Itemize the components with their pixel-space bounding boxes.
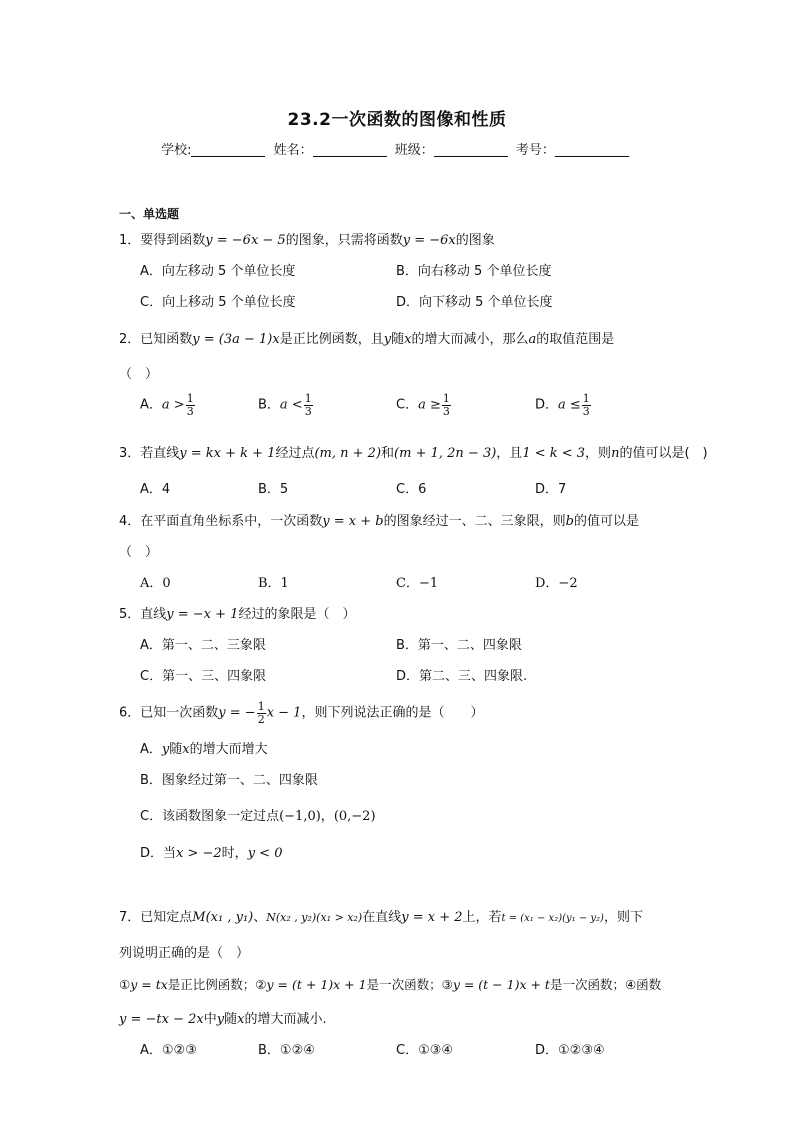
- q6-option-a-var-y: y: [161, 742, 170, 757]
- question-5-stem: [119, 603, 355, 622]
- q6-option-a[interactable]: [140, 738, 268, 757]
- q2-option-c-expr: a ≥: [418, 397, 441, 413]
- q6-option-d-cond-x: x > −2: [176, 846, 222, 861]
- q7-statement-3-text: 是一次函数；: [549, 977, 625, 992]
- q3-option-a[interactable]: A．4: [140, 482, 171, 497]
- student-info-row: [0, 139, 794, 158]
- name-blank[interactable]: [313, 142, 387, 157]
- q2-option-d-label: D．: [535, 397, 559, 413]
- q2-text-post: 的取值范围是: [536, 332, 615, 347]
- q4-option-b[interactable]: B．1: [258, 576, 289, 591]
- q7-statement-4-text-mid: 中: [203, 1012, 217, 1027]
- q7-statement-4-text: 的增大而减小.: [244, 1012, 327, 1027]
- q2-var-y: y: [383, 332, 392, 347]
- q7-statement-2-text: 是一次函数；: [366, 977, 442, 992]
- q1-formula-source: y = −6x: [402, 233, 456, 248]
- q5-text-pre: 5．直线: [119, 607, 167, 622]
- q2-option-a-expr: a >: [161, 397, 185, 413]
- exam-number-label: 考号：: [515, 143, 555, 158]
- q2-var-a: a: [528, 332, 537, 347]
- exam-number-blank[interactable]: [555, 142, 629, 157]
- q4-text-post: 的值可以是: [573, 514, 639, 529]
- q7-statement-4-formula: y = −tx − 2x: [119, 1012, 204, 1027]
- q6-option-a-var-x: x: [182, 742, 190, 757]
- q7-stem-line-2: 列说明正确的是（ ）: [119, 946, 250, 961]
- question-6-stem: [119, 701, 483, 725]
- q7-t-formula: t = (x₁ − x₂)(y₁ − y₂): [501, 913, 604, 924]
- q4-text-pre: 4．在平面直角坐标系中，一次函数: [119, 514, 323, 529]
- fraction-numerator: 1: [186, 392, 194, 405]
- q4-option-c[interactable]: C．−1: [396, 576, 439, 591]
- name-label: 姓名：: [273, 143, 313, 158]
- fraction-numerator: 1: [582, 392, 590, 405]
- q6-option-d-text-mid: 时，: [221, 846, 248, 861]
- q2-text-mid1: 是正比例函数，且: [279, 332, 384, 347]
- q3-condition: 1 < k < 3: [522, 446, 586, 461]
- q7-point-m: M(x₁ , y₁): [192, 910, 254, 925]
- school-label: 学校:: [161, 143, 192, 158]
- q6-option-c-comma: ，: [320, 809, 334, 824]
- q7-statement-1-formula: y = tx: [130, 977, 168, 992]
- q4-option-d[interactable]: D．−2: [535, 576, 578, 591]
- q7-statement-4-var-x: x: [237, 1012, 245, 1027]
- q2-text-mid3: 的增大而减小，那么: [411, 332, 529, 347]
- q3-text-pre: 3．若直线: [119, 446, 180, 461]
- q5-text-post: 经过的象限是（ ）: [238, 607, 356, 622]
- q6-option-a-label: A．: [140, 742, 162, 757]
- q6-formula-fraction: [257, 701, 266, 725]
- q3-text-mid3: ，且: [496, 446, 523, 461]
- q7-text-mid2: 上，若: [462, 910, 502, 925]
- q3-option-b[interactable]: B．5: [258, 482, 289, 497]
- fraction-denominator: 3: [582, 404, 590, 418]
- q6-text-post: ，则下列说法正确的是（ ）: [301, 705, 484, 721]
- q1-option-d[interactable]: D．向下移动 5 个单位长度: [396, 295, 553, 310]
- fraction-denominator: 3: [186, 404, 194, 418]
- q3-text-mid1: 经过点: [275, 446, 315, 461]
- q1-formula-target: y = −6x − 5: [205, 233, 286, 248]
- fraction-numerator: 1: [304, 392, 312, 405]
- q7-statement-2-formula: y = (t + 1)x + 1: [266, 977, 367, 992]
- q7-option-d[interactable]: D．①②③④: [535, 1043, 605, 1058]
- q2-option-d-expr: a ≤: [558, 397, 581, 413]
- q6-option-d-text-pre: D．当: [140, 846, 177, 861]
- section-heading: 一、单选题: [119, 207, 180, 221]
- q6-option-b[interactable]: B．图象经过第一、二、四象限: [140, 773, 318, 788]
- q7-statements-line-1: [119, 975, 661, 993]
- q1-option-a[interactable]: A．向左移动 5 个单位长度: [140, 264, 296, 279]
- q7-text-pre: 7．已知定点: [119, 910, 193, 925]
- q1-text-post: 的图象: [455, 233, 495, 248]
- q3-text-mid4: ，则: [585, 446, 612, 461]
- q2-option-a[interactable]: [140, 393, 196, 417]
- q6-option-c-point-2: (0,−2): [333, 809, 376, 824]
- q2-text-pre: 2．已知函数: [119, 332, 193, 347]
- q4-formula: y = x + b: [322, 514, 384, 529]
- q3-var-n: n: [611, 446, 620, 461]
- q7-option-b[interactable]: B．①②④: [258, 1043, 315, 1058]
- question-7-stem: [119, 906, 643, 925]
- question-2-stem: [119, 328, 614, 347]
- q6-option-d[interactable]: [140, 842, 282, 861]
- q7-statement-3-formula: y = (t − 1)x + t: [452, 977, 550, 992]
- q6-option-c[interactable]: [140, 805, 376, 824]
- fraction-denominator: 3: [304, 404, 312, 418]
- q1-text-mid: 的图象，只需将函数: [285, 233, 403, 248]
- q7-statements-line-2: [119, 1008, 327, 1027]
- q7-option-a[interactable]: A．①②③: [140, 1043, 197, 1058]
- q7-option-c[interactable]: C．①③④: [396, 1043, 454, 1058]
- q7-statement-3-mark: ③: [441, 977, 453, 992]
- class-blank[interactable]: [434, 142, 508, 157]
- q7-text-post: ，则下: [603, 910, 643, 925]
- q3-point-2: (m + 1, 2n − 3): [394, 446, 497, 461]
- q7-statement-4-var-y: y: [216, 1012, 225, 1027]
- question-3-stem: [119, 442, 708, 461]
- q7-statement-2-mark: ②: [255, 977, 267, 992]
- q2-option-a-label: A．: [140, 397, 162, 413]
- q6-option-a-text-post: 的增大而增大: [189, 742, 268, 757]
- q5-option-d[interactable]: D．第二、三、四象限.: [396, 669, 528, 684]
- q6-formula-part-b: x − 1: [266, 705, 302, 721]
- q6-formula-part-a: y = −: [218, 705, 256, 721]
- q7-statement-4-text-mid2: 随: [224, 1012, 238, 1027]
- class-label: 班级：: [394, 143, 434, 158]
- q5-option-c[interactable]: C．第一、三、四象限: [140, 669, 267, 684]
- q7-point-n: N(x₂ , y₂)(x₁ > x₂): [266, 911, 363, 924]
- fraction-denominator: 2: [257, 712, 265, 726]
- q6-option-c-point-1: (−1,0): [279, 809, 321, 824]
- q7-text-mid1: 在直线: [362, 910, 402, 925]
- q2-var-x: x: [404, 332, 412, 347]
- fraction-denominator: 3: [442, 404, 450, 418]
- q6-option-a-text-mid: 随: [169, 742, 183, 757]
- q2-option-b[interactable]: [258, 393, 314, 417]
- q3-text-post: 的值可以是( ): [619, 446, 708, 461]
- fraction-numerator: 1: [257, 700, 265, 713]
- q7-sep: 、: [253, 910, 267, 925]
- q3-text-mid2: 和: [381, 446, 395, 461]
- q7-line-formula: y = x + 2: [401, 910, 463, 925]
- school-blank[interactable]: [191, 142, 265, 157]
- q7-statement-4-mark: ④函数: [624, 977, 662, 992]
- q1-text-pre: 1．要得到函数: [119, 233, 206, 248]
- q5-option-b[interactable]: B．第一、二、四象限: [396, 638, 522, 653]
- q3-point-1: (m, n + 2): [314, 446, 382, 461]
- q2-option-b-label: B．: [258, 397, 280, 413]
- q2-option-a-fraction: [186, 393, 195, 417]
- q5-formula: y = −x + 1: [166, 607, 239, 622]
- q2-option-c[interactable]: [396, 393, 452, 417]
- q2-text-mid2: 随: [391, 332, 405, 347]
- q7-statement-1-mark: ①: [119, 977, 131, 992]
- q2-option-d[interactable]: [535, 393, 592, 417]
- q1-option-b[interactable]: B．向右移动 5 个单位长度: [396, 264, 552, 279]
- q6-option-d-cond-y: y < 0: [247, 846, 283, 861]
- question-1-stem: [119, 229, 495, 248]
- question-4-stem: [119, 510, 639, 529]
- q2-option-c-fraction: [442, 393, 451, 417]
- q2-formula: y = (3a − 1)x: [192, 332, 280, 347]
- q4-text-mid: 的图象经过一、二、三象限，则: [383, 514, 566, 529]
- q3-option-c[interactable]: C．6: [396, 482, 427, 497]
- q2-option-d-fraction: [582, 393, 591, 417]
- q6-text-pre: 6．已知一次函数: [119, 705, 219, 721]
- q7-statement-1-text: 是正比例函数；: [167, 977, 256, 992]
- q6-option-c-text: C．该函数图象一定过点: [140, 809, 280, 824]
- q2-option-c-label: C．: [396, 397, 419, 413]
- q3-formula: y = kx + k + 1: [179, 446, 276, 461]
- q2-option-b-fraction: [304, 393, 313, 417]
- q5-option-a[interactable]: A．第一、二、三象限: [140, 638, 266, 653]
- q2-option-b-expr: a <: [279, 397, 303, 413]
- fraction-numerator: 1: [442, 392, 450, 405]
- q4-answer-paren: （ ）: [119, 545, 159, 560]
- q3-option-d[interactable]: D．7: [535, 482, 567, 497]
- q4-option-a[interactable]: A．0: [140, 576, 171, 591]
- page-title: 23.2一次函数的图像和性质: [287, 110, 507, 130]
- q2-answer-paren: （ ）: [119, 367, 159, 382]
- q4-var-b: b: [565, 514, 574, 529]
- q1-option-c[interactable]: C．向上移动 5 个单位长度: [140, 295, 296, 310]
